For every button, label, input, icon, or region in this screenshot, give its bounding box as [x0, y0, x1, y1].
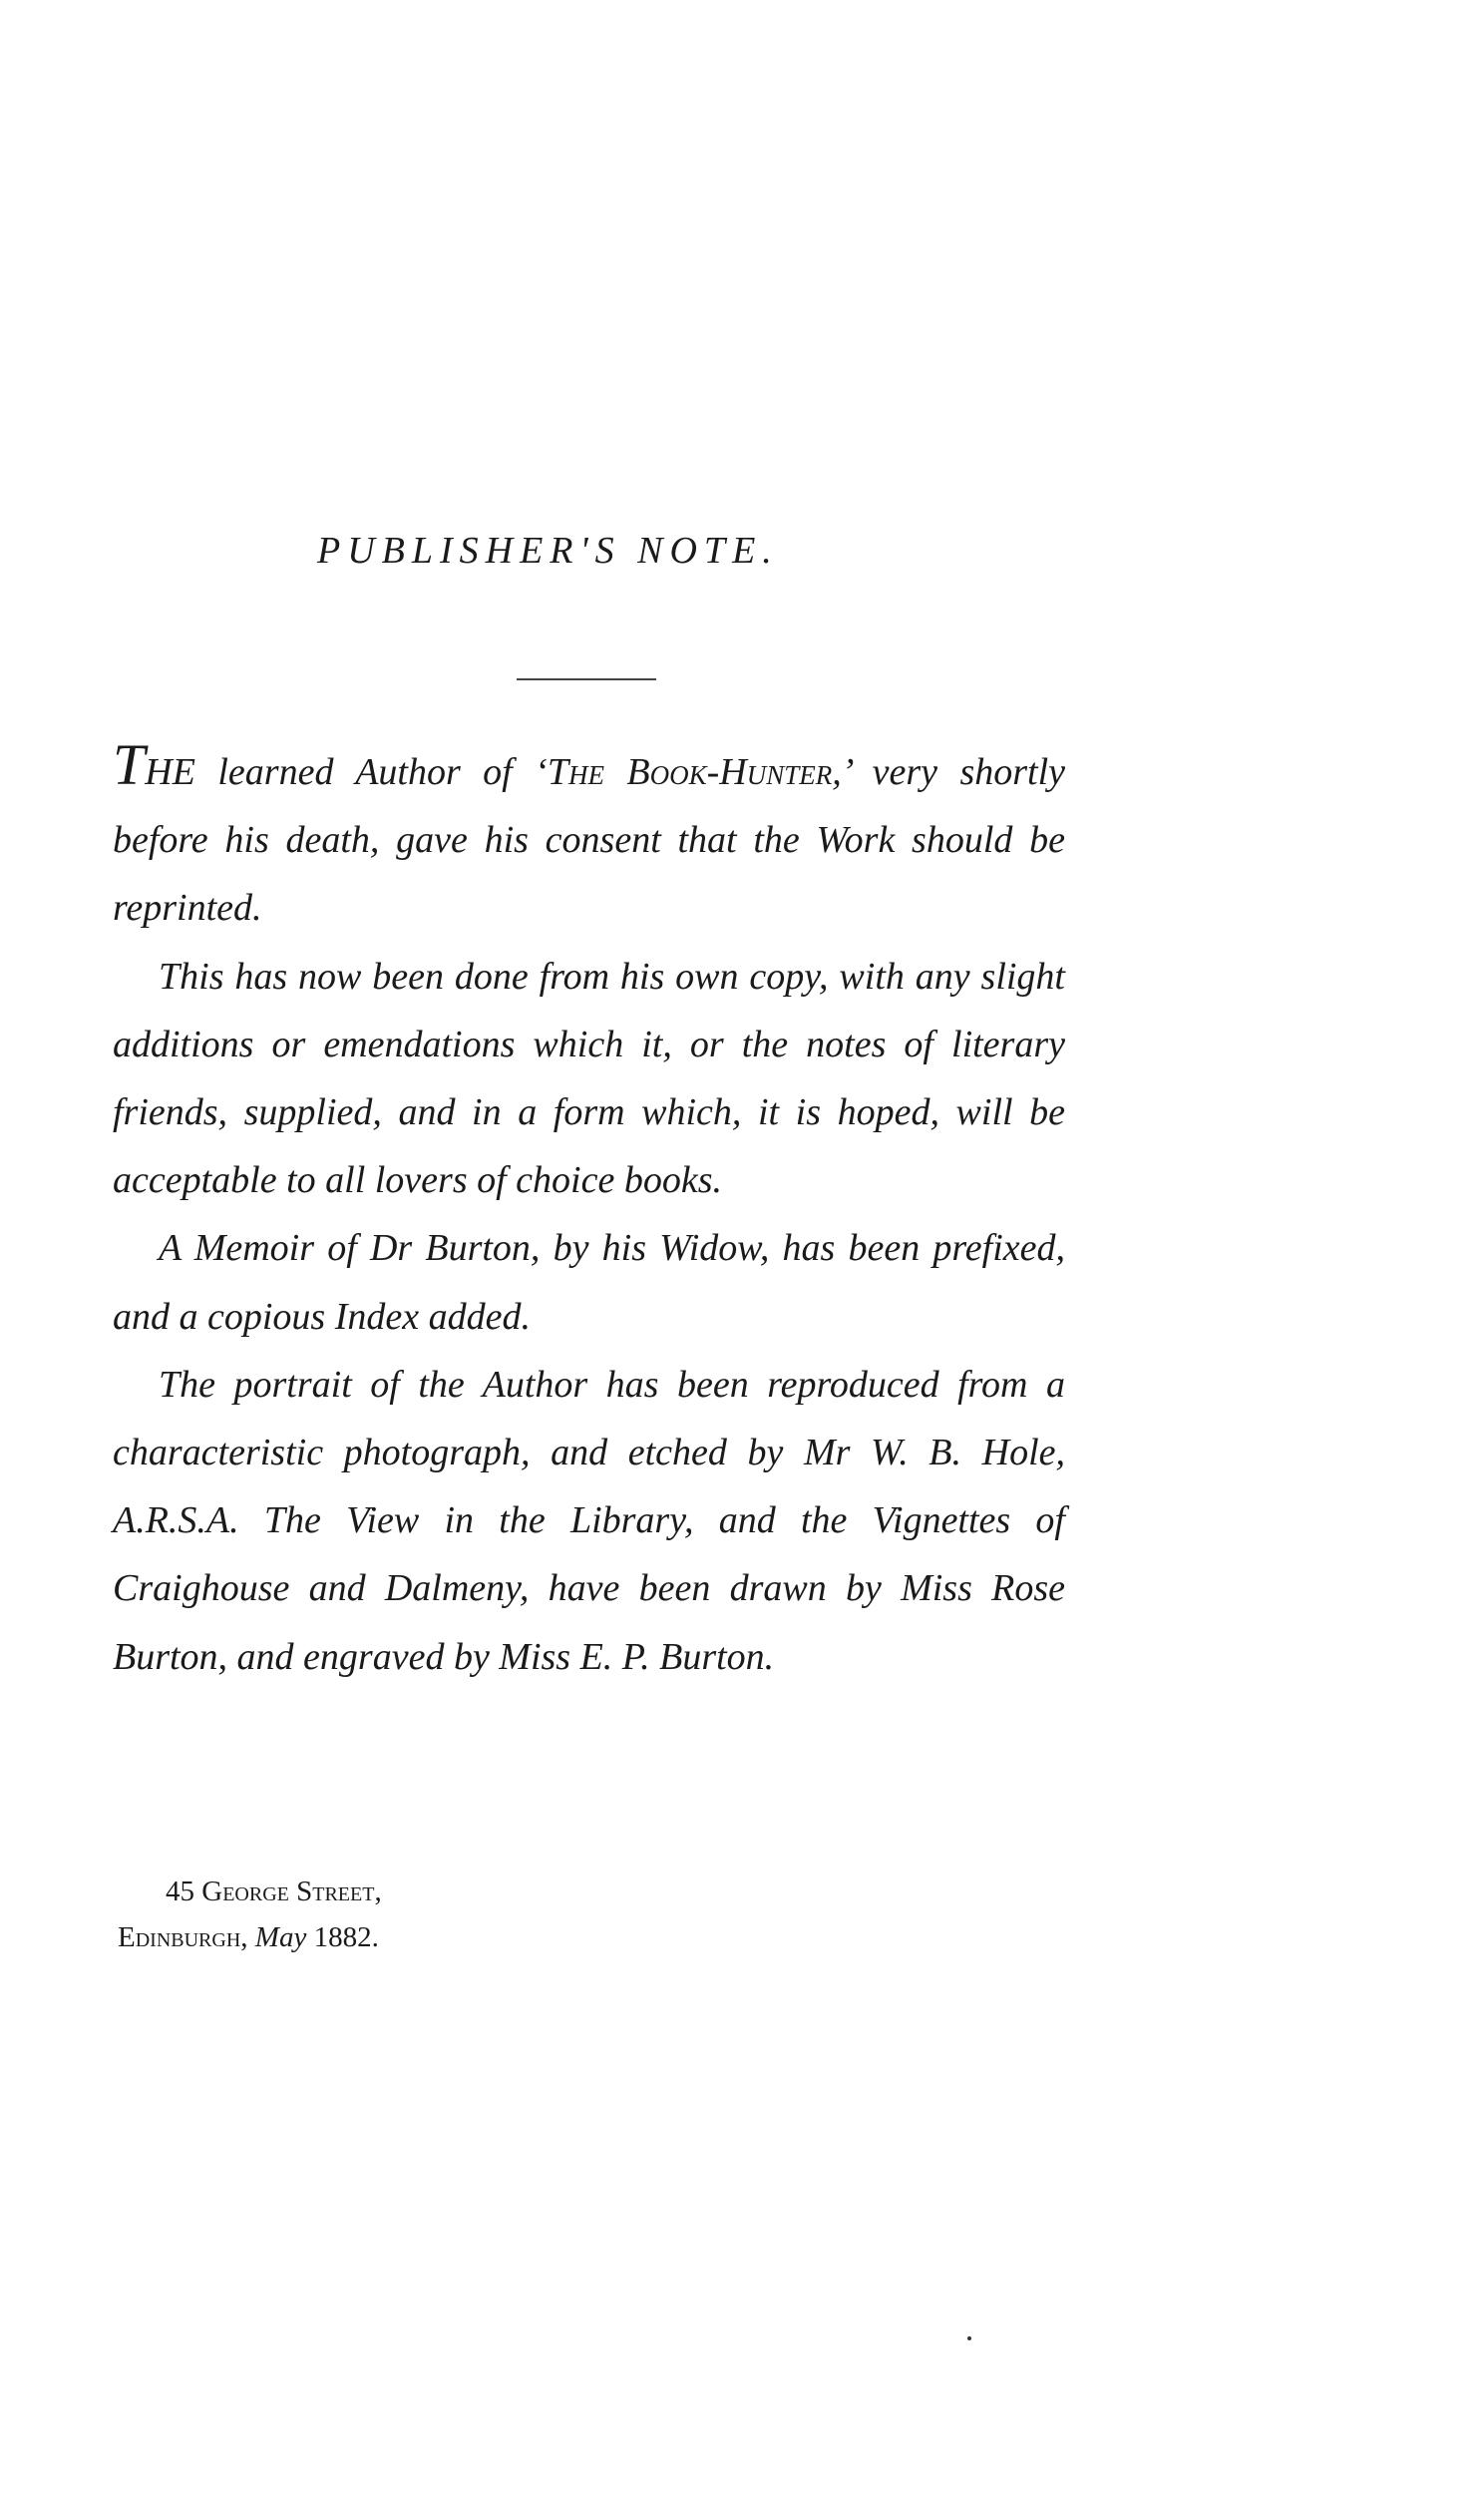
paragraph-1-text-b: ’ very shortly before his death, gave his consent that the Work should be reprinted. [113, 751, 1065, 930]
title-divider [517, 678, 656, 680]
imprint-month: May [254, 1921, 307, 1953]
paragraph-4: The portrait of the Author has been reproduced from a characteristic photograph, and etched by Mr W. B. Hole, A.R.S.A. The View in the Library, and the Vignettes of Craighouse and Dalmeny, have been drawn by Miss Rose Burton, and engraved by Miss E. P. Burton. [113, 1363, 1065, 1678]
book-title: The Book-Hunter, [547, 751, 842, 793]
imprint [118, 1869, 382, 1960]
note-body [113, 732, 1065, 1691]
drop-cap: T [113, 732, 146, 797]
paragraph-2: This has now been done from his own copy, with any slight additions or emendations which it, or the notes of literary friends, supplied, and in a form which, it is hoped, will be acceptable to all lovers of choice books. [113, 955, 1065, 1202]
page-title: PUBLISHER'S NOTE. [317, 530, 779, 572]
imprint-place-date [118, 1914, 382, 1960]
imprint-address: 45 George Street, [166, 1875, 382, 1907]
paragraph-1 [113, 732, 1065, 943]
paragraph-3: A Memoir of Dr Burton, by his Widow, has been prefixed, and a copious Index added. [113, 1227, 1065, 1338]
opening-word: HE [145, 751, 195, 793]
imprint-city: Edinburgh, [118, 1921, 248, 1953]
paper-speck [967, 2336, 971, 2340]
imprint-year: 1882. [313, 1921, 379, 1953]
paragraph-1-text-a: learned Author of ‘ [194, 751, 548, 793]
